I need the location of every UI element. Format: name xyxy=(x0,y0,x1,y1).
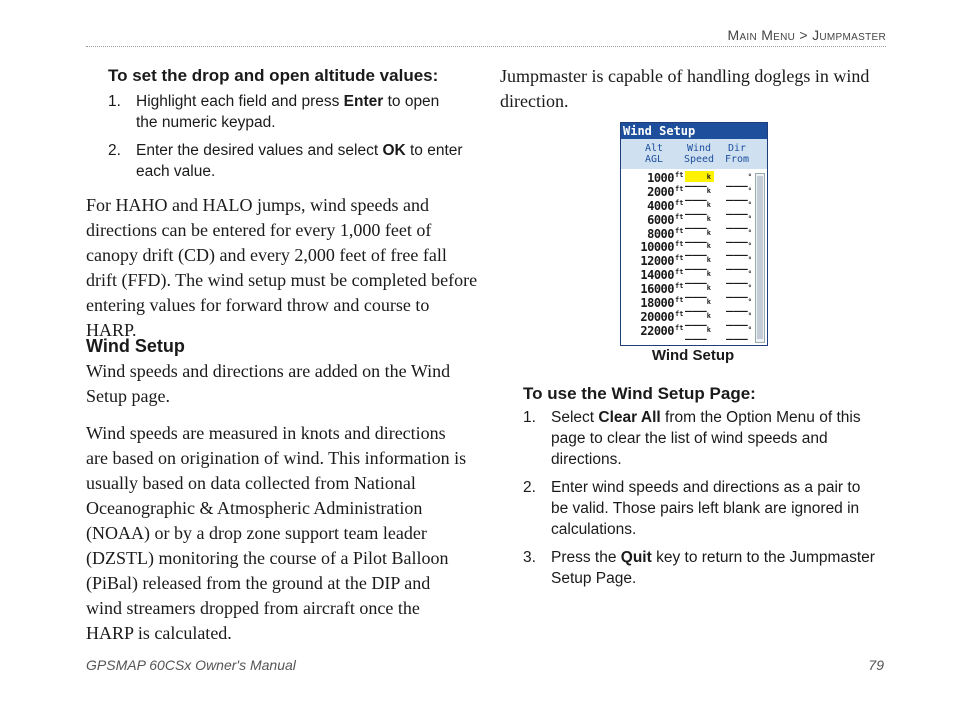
altitude-unit: ft xyxy=(675,282,684,291)
wind-speed-field[interactable]: ___$^k$ xyxy=(685,298,711,313)
altitude-unit: ft xyxy=(675,268,684,277)
wind-measurement-paragraph: Wind speeds are measured in knots and directions are based on origination of wind. This information is usually based on data collected from National Oceanographic & Atmospheric Administration (NOAA) or by a drop zone support team leader (DZSTL) monitoring the course of a Pilot Balloon (PiBal) released from the ground at the DIP and wind streamers dropped from aircraft once the HARP is calculated. xyxy=(86,423,467,643)
breadcrumb xyxy=(728,27,887,43)
wind-direction-field[interactable]: ___° xyxy=(726,173,752,187)
wind-speed-field[interactable]: ___$^k$ xyxy=(685,186,711,201)
altitude-unit: ft xyxy=(675,254,684,263)
wind-direction-field[interactable]: ___° xyxy=(726,200,752,215)
col-speed-header: Wind Speed xyxy=(683,143,715,165)
wind-setup-intro: Wind speeds and directions are added on the Wind Setup page. xyxy=(86,361,451,406)
screen-column-header xyxy=(621,139,767,169)
header-divider xyxy=(86,46,886,47)
list-item: 2. Enter the desired values and select OK to enter each value. xyxy=(108,142,463,180)
wind-setup-screenshot xyxy=(620,122,768,346)
screen-wind-table xyxy=(621,171,755,338)
use-wind-setup-steps xyxy=(523,407,877,596)
altitude-unit: ft xyxy=(675,184,684,193)
wind-row[interactable] xyxy=(621,213,755,227)
wind-speed-field[interactable]: ___$^k$ xyxy=(685,311,711,326)
wind-row[interactable] xyxy=(621,324,755,338)
drop-altitude-steps xyxy=(108,91,464,189)
use-wind-setup-heading: To use the Wind Setup Page: xyxy=(523,384,756,403)
wind-row[interactable] xyxy=(621,240,755,257)
wind-direction-field[interactable]: ___° xyxy=(726,186,752,201)
footer-page-number: 79 xyxy=(868,657,884,673)
wind-row[interactable] xyxy=(621,268,755,285)
wind-row[interactable] xyxy=(621,227,755,241)
wind-row[interactable] xyxy=(621,296,755,313)
col-alt-header: Alt AGL xyxy=(644,143,664,165)
wind-speed-field[interactable]: ___$^k$ xyxy=(685,171,714,182)
altitude-unit: ft xyxy=(675,198,684,207)
altitude-value: 14000 xyxy=(640,268,674,283)
altitude-unit: ft xyxy=(675,296,684,305)
screen-title-bar: Wind Setup xyxy=(621,123,767,139)
wind-speed-field[interactable]: ___$^k$ xyxy=(685,270,711,285)
altitude-unit: ft xyxy=(675,171,684,179)
wind-direction-field[interactable]: ___° xyxy=(726,228,752,243)
altitude-unit: ft xyxy=(675,212,684,221)
altitude-value: 10000 xyxy=(640,240,674,255)
list-item: 2. Enter wind speeds and directions as a pair to be valid. Those pairs left blank are ignored in calculations. xyxy=(523,479,861,538)
wind-direction-field[interactable]: ___° xyxy=(726,325,752,340)
altitude-value: 8000 xyxy=(647,226,674,241)
altitude-value: 6000 xyxy=(647,212,674,227)
wind-row[interactable] xyxy=(621,282,755,299)
drop-altitude-heading: To set the drop and open altitude values: xyxy=(108,66,439,85)
list-item: 1. Highlight each field and press Enter to open the numeric keypad. xyxy=(108,93,440,131)
wind-row[interactable] xyxy=(621,199,755,213)
altitude-value: 4000 xyxy=(647,198,674,213)
wind-speed-field[interactable]: ___$^k$ xyxy=(685,228,711,243)
wind-direction-field[interactable]: ___° xyxy=(726,242,752,257)
wind-speed-field[interactable]: ___$^k$ xyxy=(685,284,711,299)
altitude-value: 1000 xyxy=(647,171,674,185)
wind-row[interactable] xyxy=(621,310,755,324)
wind-setup-heading: Wind Setup xyxy=(86,336,185,356)
wind-speed-field[interactable]: ___$^k$ xyxy=(685,242,711,257)
breadcrumb-separator: > xyxy=(799,27,808,43)
breadcrumb-page: Jumpmaster xyxy=(812,27,886,43)
altitude-value: 18000 xyxy=(640,296,674,311)
wind-direction-field[interactable]: ___° xyxy=(726,311,752,326)
wind-direction-field[interactable]: ___° xyxy=(726,256,752,271)
wind-speed-field[interactable]: ___$^k$ xyxy=(685,256,711,271)
screen-scrollbar xyxy=(755,173,765,343)
breadcrumb-section: Main Menu xyxy=(727,27,796,43)
footer-manual-title: GPSMAP 60CSx Owner's Manual xyxy=(86,657,296,673)
altitude-unit: ft xyxy=(675,226,684,235)
wind-row[interactable] xyxy=(621,171,755,185)
altitude-value: 16000 xyxy=(640,282,674,297)
wind-direction-field[interactable]: ___° xyxy=(726,270,752,285)
wind-speed-field[interactable]: ___$^k$ xyxy=(685,200,711,215)
wind-speed-field[interactable]: ___$^k$ xyxy=(685,214,711,229)
altitude-unit: ft xyxy=(675,240,684,249)
haho-halo-paragraph: For HAHO and HALO jumps, wind speeds and directions can be entered for every 1,000 feet of canopy drift (CD) and every 2,000 feet of free fall drift (FFD). The wind setup must be completed before entering values for forward throw and course to HARP. xyxy=(86,195,478,340)
screen-scrollbar-thumb xyxy=(757,176,763,339)
list-item: 1. Select Clear All from the Option Menu of this page to clear the list of wind speeds and directions. xyxy=(523,409,861,468)
wind-row[interactable] xyxy=(621,185,755,199)
altitude-unit: ft xyxy=(675,309,684,318)
wind-direction-field[interactable]: ___° xyxy=(726,298,752,313)
wind-speed-field[interactable]: ___$^k$ xyxy=(685,325,711,340)
wind-row[interactable] xyxy=(621,254,755,271)
altitude-value: 12000 xyxy=(640,254,674,269)
altitude-unit: ft xyxy=(675,323,684,332)
col-dir-header: Dir From xyxy=(724,143,750,165)
altitude-value: 2000 xyxy=(647,184,674,199)
list-item: 3. Press the Quit key to return to the Jumpmaster Setup Page. xyxy=(523,549,875,587)
figure-caption: Wind Setup xyxy=(651,347,735,364)
wind-direction-field[interactable]: ___° xyxy=(726,284,752,299)
altitude-value: 22000 xyxy=(640,323,674,338)
altitude-value: 20000 xyxy=(640,309,674,324)
wind-direction-field[interactable]: ___° xyxy=(726,214,752,229)
doglegs-paragraph: Jumpmaster is capable of handling doglegs in wind direction. xyxy=(500,66,870,111)
